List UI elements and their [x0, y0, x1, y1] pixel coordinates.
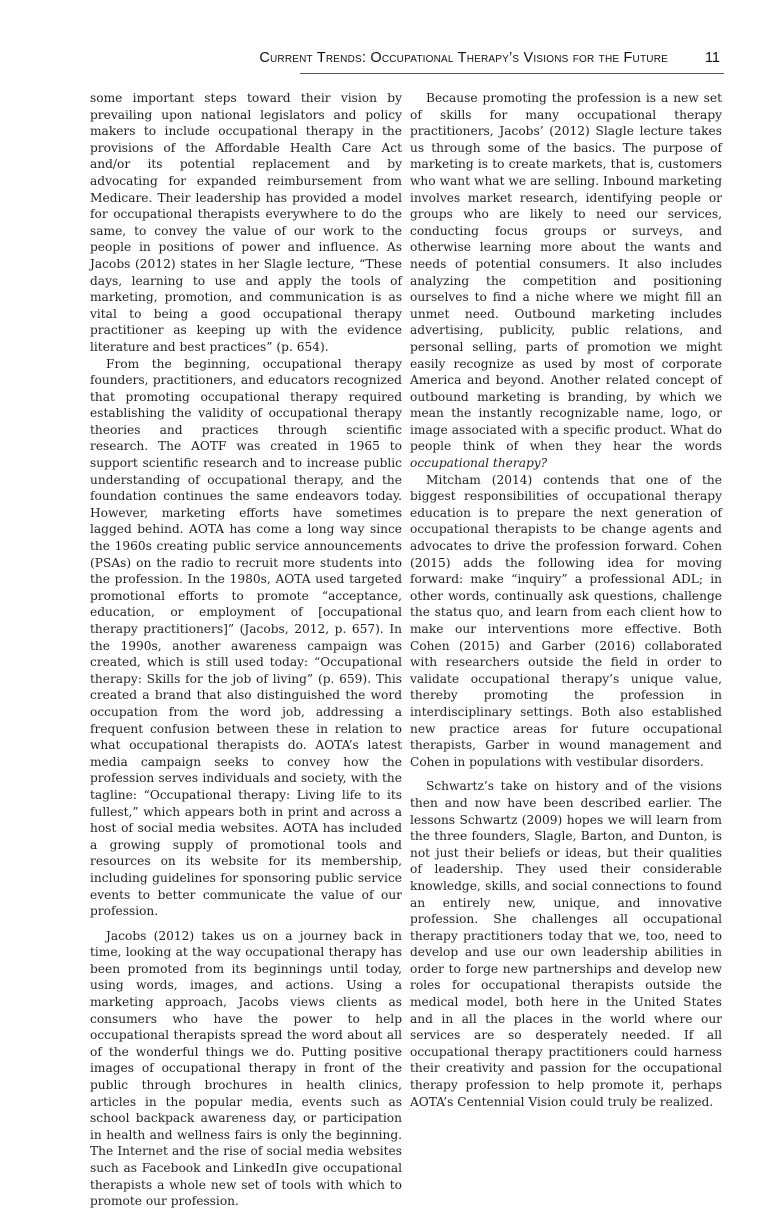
paragraph-schwartz: Schwartz’s take on history and of the visions then and now have been described earlier. The lessons Schwartz (2009) hopes we will learn from the three founders, Slagle, Barton, and Dunton, is not just their beliefs or ideas, but their qualities of leadership. They used their considerable knowledge, skills, and social connections to found an entirely new, unique, and innovative profession. She challenges all occupational therapy practitioners today that we, too, need to develop and use our own leadership abilities in order to forge new partnerships and develop new roles for occupational therapists outside the medical model, both here in the United States and in all the places in the world where our services are so desperately needed. If all occupational therapy practitioners could harness their creativity and passion for the occupational therapy profession to help promote it, perhaps AOTA’s Centennial Vision could truly be realized. [410, 779, 722, 1109]
right-column [410, 90, 722, 1110]
header-rule [300, 73, 724, 74]
paragraph-aotf: From the beginning, occupational therapy founders, practitioners, and educators recognized that promoting occupational therapy required establishing the validity of occupational therapy theories and practices through scientific research. The AOTF was created in 1965 to support scientific research and to increase public understanding of occupational therapy, and the foundation continues the same endeavors today. However, marketing efforts have sometimes lagged behind. AOTA has come a long way since the 1960s creating public service announcements (PSAs) on the radio to recruit more students into the profession. In the 1980s, AOTA used targeted promotional efforts to promote “acceptance, education, or employment of [occupational therapy practitioners]” (Jacobs, 2012, p. 657). In the 1990s, another awareness campaign was created, which is still used today: “Occupational therapy: Skills for the job of living” (p. 659). This created a brand that also distinguished the word occupation from the word job, addressing a frequent confusion between these in relation to what occupational therapists do. AOTA’s latest media campaign seeks to convey how the profession serves individuals and society, with the tagline: “Occupational therapy: Living life to its fullest,” which appears both in print and across a host of social media websites. AOTA has included a growing supply of promotional tools and resources on its website for its membership, including guidelines for sponsoring public service events to better communicate the value of our profession. [90, 356, 402, 919]
page-number: 11 [704, 50, 720, 66]
paragraph-continued: some important steps toward their vision by prevailing upon national legislators and policy makers to include occupational therapy in the provisions of the Affordable Health Care Act and/or its potential replacement and by advocating for expanded reimbursement from Medicare. Their leadership has provided a model for occupational therapists everywhere to do the same, to convey the value of our work to the people in positions of power and influence. As Jacobs (2012) states in her Slagle lecture, “These days, learning to use and apply the tools of marketing, promotion, and communication is as vital to being a good occupational therapy practitioner as keeping up with the evidence literature and best practices” (p. 654). [90, 91, 402, 354]
left-column [90, 90, 402, 1210]
paragraph-marketing-text: Because promoting the profession is a new set of skills for many occupational therapy practitioners, Jacobs’ (2012) Slagle lecture takes us through some of the basics. The purpose of marketing is to create markets, that is, customers who want what we are selling. Inbound marketing involves market research, identifying people or groups who are likely to need our services, conducting focus groups or surveys, and otherwise learning more about the wants and needs of potential consumers. It also includes analyzing the competition and positioning ourselves to find a niche where we might fill an unmet need. Outbound marketing includes advertising, publicity, public relations, and personal selling, parts of promotion we might easily recognize as used by most of corporate America and beyond. Another related concept of outbound marketing is branding, by which we mean the instantly recognizable name, logo, or image associated with a specific product. What do people think of when they hear the words [410, 91, 722, 454]
running-title: Current Trends: Occupational Therapy’s Visions for the Future [259, 50, 668, 66]
paragraph-marketing [410, 90, 722, 472]
paragraph-jacobs-journey: Jacobs (2012) takes us on a journey back in time, looking at the way occupational therapy has been promoted from its beginnings until today, using words, images, and actions. Using a marketing approach, Jacobs views clients as consumers who have the power to help occupational therapists spread the word about all of the wonderful things we do. Putting positive images of occupational therapy in front of the public through brochures in health clinics, articles in the popular media, events such as school backpack awareness day, or participation in health and wellness fairs is only the beginning. The Internet and the rise of social media websites such as Facebook and LinkedIn give occupational therapists a whole new set of tools with which to promote our profession. [90, 928, 402, 1209]
paragraph-mitcham: Mitcham (2014) contends that one of the biggest responsibilities of occupational therapy education is to prepare the next generation of occupational therapists to be change agents and advocates to drive the profession forward. Cohen (2015) adds the following idea for moving forward: make “inquiry” a professional ADL; in other words, continually ask questions, challenge the status quo, and learn from each client how to make our interventions more effective. Both Cohen (2015) and Garber (2016) collaborated with researchers outside the field in order to validate occupational therapy’s unique value, thereby promoting the profession in interdisciplinary settings. Both also established new practice areas for future occupational therapists, Garber in wound management and Cohen in populations with vestibular disorders. [410, 472, 722, 769]
italic-term: occupational therapy? [410, 456, 548, 471]
running-head [56, 50, 724, 74]
